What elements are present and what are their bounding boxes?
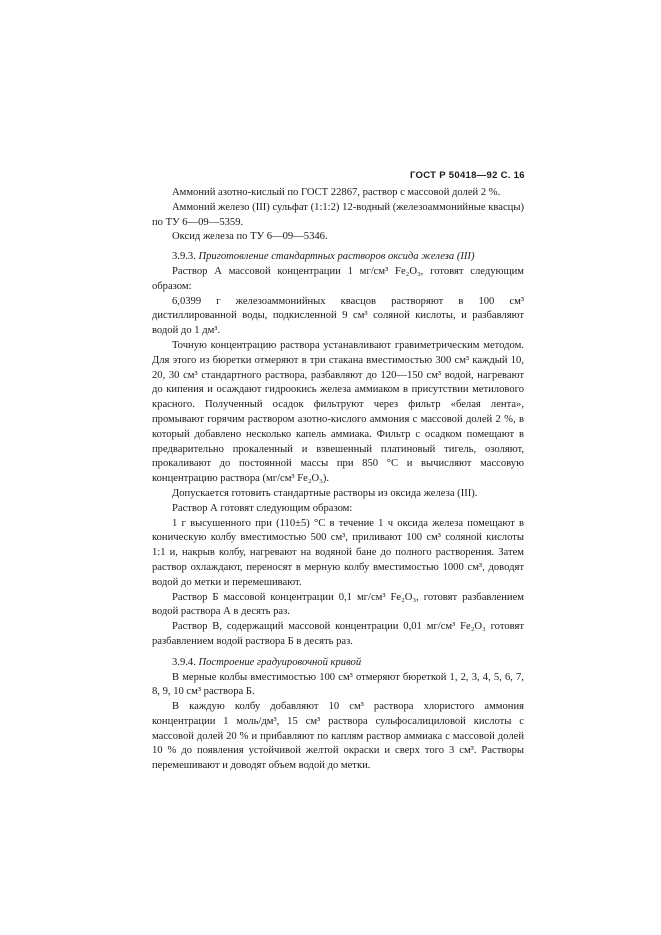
page-header: ГОСТ Р 50418—92 С. 16 <box>410 170 525 181</box>
paragraph: В каждую колбу добавляют 10 см³ раствора хлористого аммония концентрации 1 моль/дм³, 15 см³ раствора сульфосалициловой кислоты с массовой долей 20 % и прибавляют по каплям раствор аммиака с массовой долей 10 % до появления устойчивой желтой окраски и сверх того 3 см³. Растворы перемешивают и доводят объем водой до метки. <box>152 701 524 772</box>
paragraph: Аммоний железо (III) сульфат (1:1:2) 12-водный (железоаммонийные квасцы) по ТУ 6—09—5359. <box>152 201 524 228</box>
section-number: 3.9.4. <box>172 656 199 668</box>
section-heading <box>152 656 524 671</box>
paragraph: Раствор В, содержащий массовой концентрации 0,01 мг/см³ Fe₂O₃ готовят разбавлением водой раствора Б в десять раз. <box>152 621 524 647</box>
paragraph: В мерные колбы вместимостью 100 см³ отмеряют бюреткой 1, 2, 3, 4, 5, 6, 7, 8, 9, 10 см³ раствора Б. <box>152 671 524 698</box>
paragraph: 6,0399 г железоаммонийных квасцов растворяют в 100 см³ дистиллированной воды, подкисленной 9 см³ соляной кислоты, и разбавляют водой до 1 дм³. <box>152 295 524 337</box>
paragraph: Оксид железа по ТУ 6—09—5346. <box>172 231 328 243</box>
paragraph: 1 г высушенного при (110±5) °С в течение 1 ч оксида железа помещают в коническую колбу вместимостью 500 см³, приливают 100 см³ соляной кислоты 1:1 и, накрыв колбу, нагревают на водяной бане до полного растворения. Затем раствор охлаждают, переносят в мерную колбу вместимостью 1000 см³, доводят водой до метки и перемешивают. <box>152 517 524 588</box>
paragraph: Точную концентрацию раствора устанавливают гравиметрическим методом. Для этого из бюретки отмеряют в три стакана вместимостью 300 см³ каждый 10, 20, 30 см³ стандартного раствора, разбавляют до 120—150 см³ водой, нагревают до кипения и осаждают гидроокись железа аммиаком в присутствии метилового красного. Полученный осадок фильтруют через фильтр «белая лента», промывают горячим раствором азотно-кислого аммония с массовой долей 2 %, в который добавлено несколько капель аммиака. Фильтр с осадком помещают в предварительно прокаленный и взвешенный платиновый тигель, озоляют, прокаливают до постоянной массы при 850 °С и вычисляют массовую концентрацию раствора (мг/см³ Fe₂O₃). <box>152 339 524 485</box>
document-body <box>152 186 524 774</box>
paragraph: Раствор А готовят следующим образом: <box>172 502 353 514</box>
section-title: Приготовление стандартных растворов оксида железа (III) <box>198 251 475 263</box>
paragraph: Допускается готовить стандартные растворы из оксида железа (III). <box>172 487 478 499</box>
paragraph: Раствор Б массовой концентрации 0,1 мг/см³ Fe₂O₃, готовят разбавлением водой раствора А в десять раз. <box>152 591 524 618</box>
section-heading <box>152 250 524 265</box>
paragraph: Раствор А массовой концентрации 1 мг/см³ Fe₂O₃, готовят следующим образом: <box>152 265 524 292</box>
paragraph: Аммоний азотно-кислый по ГОСТ 22867, раствор с массовой долей 2 %. <box>172 187 501 198</box>
section-title: Построение градуировочной кривой <box>198 656 362 668</box>
section-number: 3.9.3. <box>172 251 199 263</box>
